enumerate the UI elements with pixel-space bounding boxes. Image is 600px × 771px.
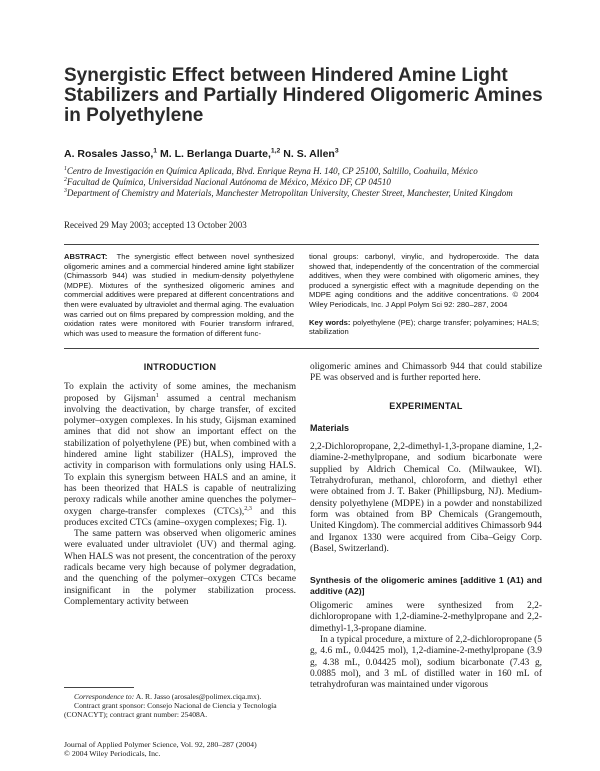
intro-paragraph-2: The same pattern was observed when oligomeric amines were evaluated under ultraviolet (UV) and thermal aging. When HALS was not present, the concentration of the peroxy radicals became very high because of polymer degradation, and the quenching of the polymer–oxygen CTCs became insignificant in the polymer stabilization process. Complementary activity between	[64, 529, 296, 607]
author-name: A. Rosales Jasso,	[64, 148, 154, 160]
author-name: N. S. Allen	[283, 148, 335, 160]
continued-paragraph: oligomeric amines and Chimassorb 944 that could stabilize PE was observed and is further reported here.	[310, 362, 542, 384]
section-heading-introduction: INTRODUCTION	[143, 362, 217, 372]
section-heading-experimental: EXPERIMENTAL	[389, 400, 463, 411]
synthesis-paragraph-2: In a typical procedure, a mixture of 2,2-dichloropropane (5 g, 4.6 mL, 0.04425 mol), 1,2-diamine-2-methylpropane (3.9 g, 4.38 mL, 0.04425 mol), sodium bicarbonate (7.43 g, 0.0885 mol), and 3 mL of distilled water in 160 mL of tetrahydrofuran was maintained under vigorous	[310, 635, 542, 691]
synthesis-paragraph-1: Oligomeric amines were synthesized from 2,2-dichloropropane with 1,2-diamine-2-methylpropane and 2,2-dimethyl-1,3-propane diamine.	[310, 601, 542, 634]
abstract-top-rule	[64, 244, 539, 245]
right-column	[310, 362, 542, 692]
intro-paragraph-1: To explain the activity of some amines, the mechanism proposed by Gijsman$^1$ assumed a central mechanism involving the deactivation, by charge transfer, of excited polymer–oxygen complexes. In his study, Gijsman examined amines that did not show an important effect on the stabilization of polyethylene (PE) but, when combined with a hindered amine light stabilizer (HALS), improved the activity in comparison with formulations only using HALS. To explain this synergism between HALS and an amine, it has been theorized that HALS is capable of neutralizing peroxy radicals while another amine quenches the polymer–oxygen charge-transfer complexes (CTCs),$^{2,3}$ and this produces excited CTCs (amine–oxygen complexes; Fig. 1).	[64, 382, 296, 528]
abstract-bottom-rule	[64, 348, 539, 349]
affiliation-1: $^1$Centro de Investigación en Química Aplicada, Blvd. Enrique Reyna H. 140, CP 25100, Saltillo, Coahuila, México	[64, 166, 478, 176]
affiliation-3: $^3$Department of Chemistry and Materials, Manchester Metropolitan University, Chester Street, Manchester, United Kingdom	[64, 188, 513, 198]
materials-paragraph: 2,2-Dichloropropane, 2,2-dimethyl-1,3-propane diamine, 1,2-diamine-2-methylpropane, and sodium bicarbonate were supplied by Aldrich Chemical Co. (Milwaukee, WI). Tetrahydrofuran, methanol, chloroform, and diethyl ether were obtained from J. T. Baker (Phillipsburg, NJ). Medium-density polyethylene (MDPE) in a powder and nonstabilized form was obtained from BP Chemicals (Grangemouth, United Kingdom). The commercial additives Chimassorb 944 and Irganox 1330 were acquired from Ciba–Geigy Corp. (Basel, Switzerland).	[310, 442, 542, 554]
received-dates: Received 29 May 2003; accepted 13 October 2003	[64, 220, 247, 230]
abstract-label: ABSTRACT:	[64, 252, 108, 261]
subsection-heading-materials: Materials	[310, 422, 350, 433]
keywords-label: Key words:	[309, 317, 351, 327]
footnote-rule	[64, 687, 134, 688]
affiliation-2: $^2$Facultad de Química, Universidad Nacional Autónoma de México, México DF, CP 04510	[64, 177, 391, 187]
keywords: polyethylene (PE); charge transfer; polyamines; HALS; stabilization	[309, 317, 539, 337]
abstract-column-1: ABSTRACT: The synergistic effect between novel synthesized oligomeric amines and a commercial hindered amine light stabilizer (Chimassorb 944) was studied in medium-density polyethylene (MDPE). Mixtures of the synthesized oligomeric amines and commercial additives were prepared at different concentrations and then were evaluated by ultraviolet and thermal aging. The evaluation was carried out on films prepared by compression molding, and the oxidation rates were monitored with Fourier transform infrared, which was used to measure the formation of different func-	[64, 252, 294, 338]
author-name: M. L. Berlanga Duarte,	[160, 148, 271, 160]
author-list: A. Rosales Jasso,$^1$ M. L. Berlanga Duarte,$^{1,2}$ N. S. Allen$^3$	[64, 147, 339, 160]
footnotes: Correspondence to: A. R. Jasso (arosales@polimex.ciqa.mx). Contract grant sponsor: Consejo Nacional de Ciencia y Tecnología (CONACYT); contract grant number: 25408A.	[64, 692, 277, 719]
abstract-column-2: tional groups: carbonyl, vinylic, and hydroperoxide. The data showed that, independently of the concentration of the commercial additives, when they were combined with oligomeric amines, they produced a synergistic effect with a magnitude depending on the MDPE aging conditions and the additive concentrations. © 2004 Wiley Periodicals, Inc. J Appl Polym Sci 92: 280–287, 2004 Key words: polyethylene (PE); charge transfer; polyamines; HALS; stabilization	[309, 252, 539, 337]
article-title: Synergistic Effect between Hindered Amine Light Stabilizers and Partially Hindered Oligomeric Amines in Polyethylene	[64, 65, 543, 126]
left-column	[64, 362, 296, 608]
subsection-heading-synthesis: Synthesis of the oligomeric amines [additive 1 (A1) and additive (A2)]	[310, 575, 542, 596]
affiliations	[64, 166, 544, 199]
journal-citation: Journal of Applied Polymer Science, Vol. 92, 280–287 (2004) © 2004 Wiley Periodicals, Inc.	[64, 740, 257, 758]
